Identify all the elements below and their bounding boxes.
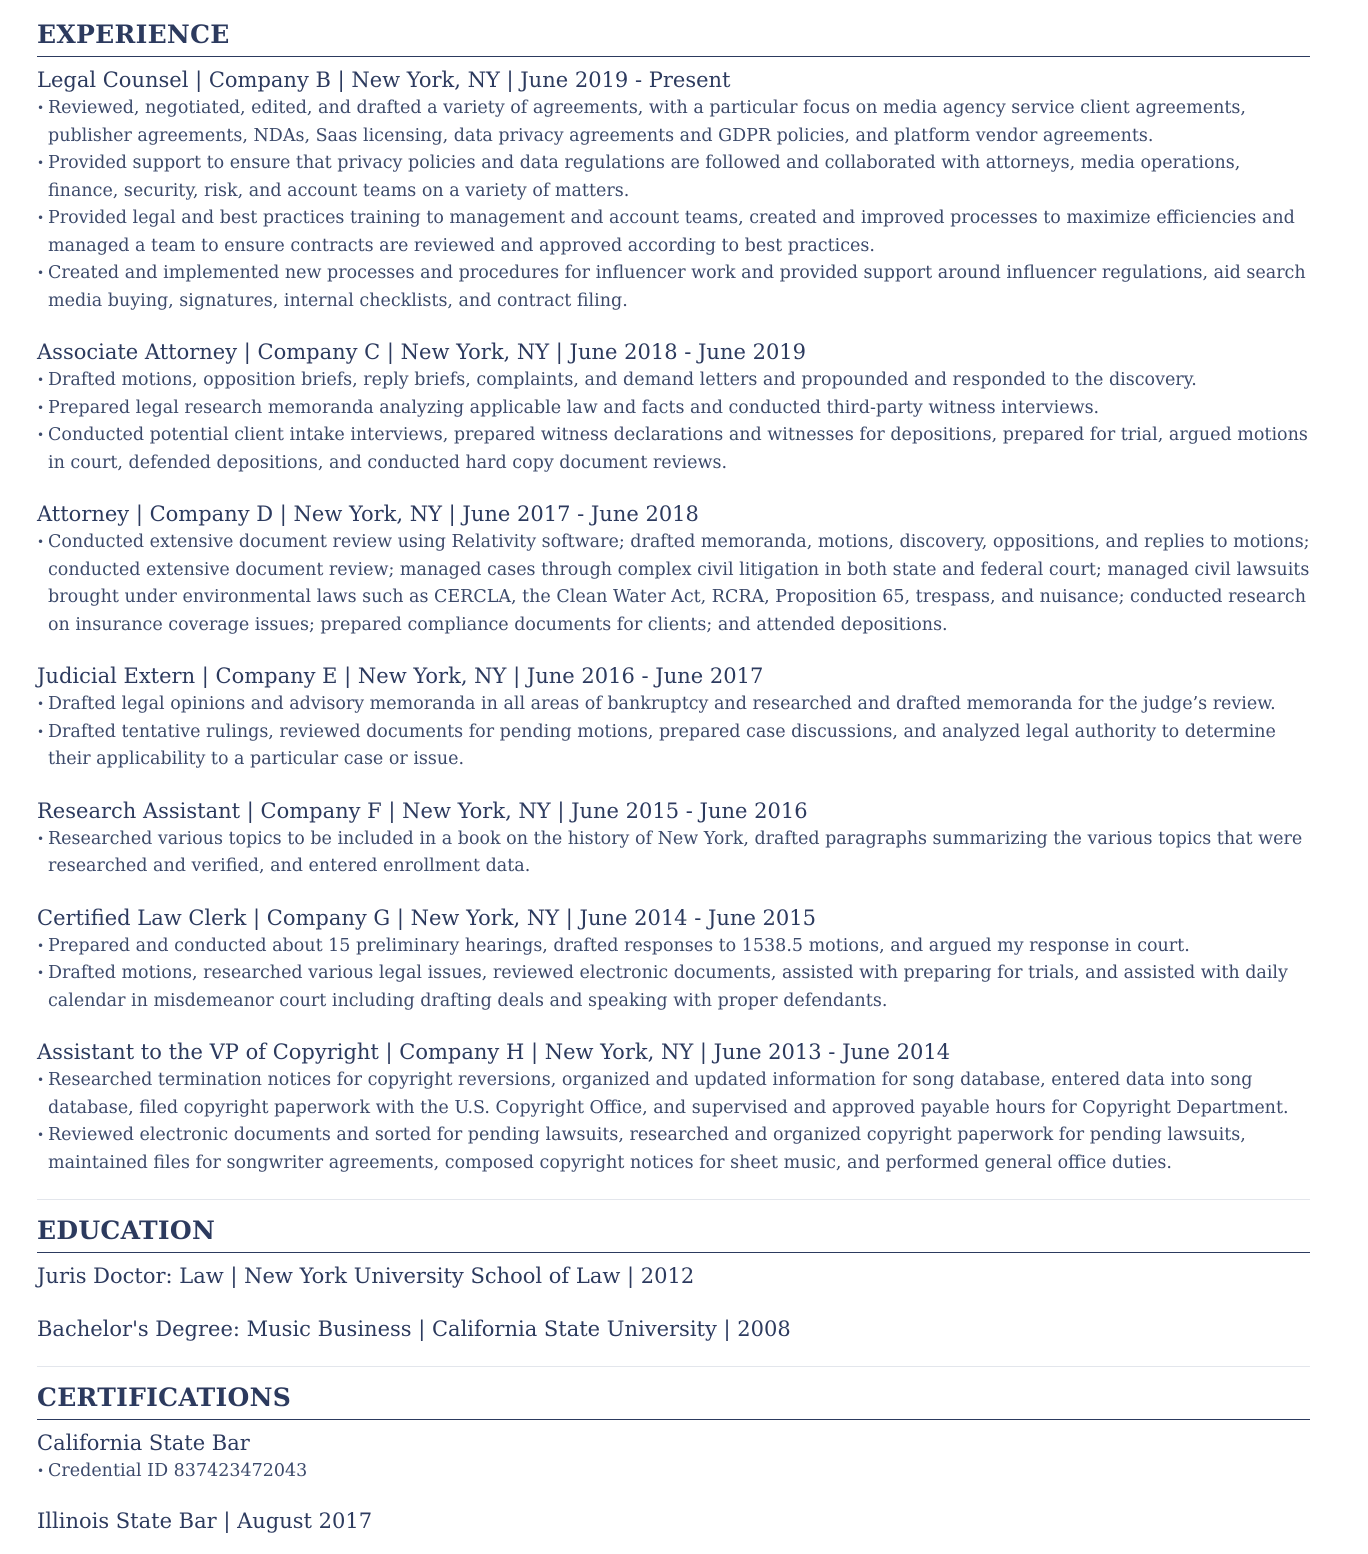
- certification-entry: [37, 1506, 1310, 1536]
- certification-bullet-list: [37, 1458, 1310, 1486]
- job-bullet: • Provided support to ensure that privacy policies and data regulations are followed and collaborated with attorneys, media operations, finance, security, risk, and account teams on a variety of matters.: [37, 150, 1310, 205]
- job-title: Attorney | Company D | New York, NY | June 2017 - June 2018: [37, 502, 699, 526]
- education-item: Juris Doctor: Law | New York University School of Law | 2012: [37, 1264, 695, 1288]
- job-bullet: • Researched various topics to be included in a book on the history of New York, drafted paragraphs summarizing the various topics that were researched and verified, and entered enrollment data.: [37, 826, 1310, 881]
- certification-title: California State Bar: [37, 1431, 250, 1455]
- job-bullet-list: [37, 933, 1310, 1016]
- job-title: Research Assistant | Company F | New York, NY | June 2015 - June 2016: [37, 798, 808, 823]
- section-divider: [37, 1199, 1310, 1200]
- job-bullet: • Drafted motions, opposition briefs, reply briefs, complaints, and demand letters and propounded and responded to the discovery.: [37, 367, 1310, 395]
- experience-heading: EXPERIENCE: [37, 18, 1310, 57]
- job-bullet-list: [37, 826, 1310, 881]
- certifications-section: [37, 1381, 1310, 1536]
- education-heading: EDUCATION: [37, 1214, 1310, 1253]
- job-bullet: • Prepared and conducted about 15 preliminary hearings, drafted responses to 1538.5 motions, and argued my response in court.: [37, 933, 1310, 961]
- job-title: Judicial Extern | Company E | New York, NY | June 2016 - June 2017: [37, 664, 764, 688]
- certification-title: Illinois State Bar | August 2017: [37, 1508, 373, 1533]
- job-entry: [37, 499, 1310, 639]
- job-entry: [37, 661, 1310, 774]
- job-bullet-list: [37, 367, 1310, 477]
- job-title: Associate Attorney | Company C | New York, NY | June 2018 - June 2019: [37, 340, 807, 364]
- job-title: Certified Law Clerk | Company G | New York, NY | June 2014 - June 2015: [37, 905, 816, 930]
- certifications-heading: CERTIFICATIONS: [37, 1381, 1310, 1420]
- job-bullet-list: [37, 95, 1310, 315]
- job-bullet: • Created and implemented new processes and procedures for influencer work and provided support around influencer regulations, aid search media buying, signatures, internal checklists, and contract filing.: [37, 260, 1310, 315]
- job-bullet-list: [37, 529, 1310, 639]
- job-bullet: • Conducted extensive document review using Relativity software; drafted memoranda, motions, discovery, oppositions, and replies to motions; conducted extensive document review; managed cases through complex civil litigation in both state and federal court; managed civil lawsuits brought under environmental laws such as CERCLA, the Clean Water Act, RCRA, Proposition 65, trespass, and nuisance; conducted research on insurance coverage issues; prepared compliance documents for clients; and attended depositions.: [37, 529, 1310, 639]
- job-bullet: • Provided legal and best practices training to management and account teams, created and improved processes to maximize efficiencies and managed a team to ensure contracts are reviewed and approved according to best practices.: [37, 205, 1310, 260]
- experience-section: [37, 18, 1310, 1177]
- job-bullet: • Researched termination notices for copyright reversions, organized and updated information for song database, entered data into song database, filed copyright paperwork with the U.S. Copyright Office, and supervised and approved payable hours for Copyright Department.: [37, 1067, 1310, 1122]
- job-title: Legal Counsel | Company B | New York, NY | June 2019 - Present: [37, 68, 731, 92]
- job-list: [37, 65, 1310, 1177]
- certification-list: [37, 1428, 1310, 1536]
- job-entry: [37, 1037, 1310, 1177]
- job-entry: [37, 65, 1310, 315]
- job-bullet: • Reviewed, negotiated, edited, and drafted a variety of agreements, with a particular focus on media agency service client agreements, publisher agreements, NDAs, Saas licensing, data privacy agreements and GDPR policies, and platform vendor agreements.: [37, 95, 1310, 150]
- job-entry: [37, 337, 1310, 477]
- job-bullet: • Drafted tentative rulings, reviewed documents for pending motions, prepared case discussions, and analyzed legal authority to determine their applicability to a particular case or issue.: [37, 719, 1310, 774]
- job-bullet: • Drafted legal opinions and advisory memoranda in all areas of bankruptcy and researched and drafted memoranda for the judge’s review.: [37, 691, 1310, 719]
- job-bullet-list: [37, 691, 1310, 774]
- certification-entry: [37, 1428, 1310, 1486]
- job-entry: [37, 796, 1310, 881]
- job-bullet: • Prepared legal research memoranda analyzing applicable law and facts and conducted third-party witness interviews.: [37, 395, 1310, 423]
- job-entry: [37, 903, 1310, 1016]
- certification-bullet: • Credential ID 837423472043: [37, 1458, 1310, 1486]
- education-item: Bachelor's Degree: Music Business | California State University | 2008: [37, 1317, 791, 1341]
- section-divider: [37, 1366, 1310, 1367]
- job-bullet: • Reviewed electronic documents and sorted for pending lawsuits, researched and organized copyright paperwork for pending lawsuits, maintained files for songwriter agreements, composed copyright notices for sheet music, and performed general office duties.: [37, 1122, 1310, 1177]
- job-title: Assistant to the VP of Copyright | Company H | New York, NY | June 2013 - June 2014: [37, 1040, 951, 1064]
- job-bullet: • Conducted potential client intake interviews, prepared witness declarations and witnesses for depositions, prepared for trial, argued motions in court, defended depositions, and conducted hard copy document reviews.: [37, 422, 1310, 477]
- job-bullet-list: [37, 1067, 1310, 1177]
- education-section: [37, 1214, 1310, 1344]
- job-bullet: • Drafted motions, researched various legal issues, reviewed electronic documents, assisted with preparing for trials, and assisted with daily calendar in misdemeanor court including drafting deals and speaking with proper defendants.: [37, 960, 1310, 1015]
